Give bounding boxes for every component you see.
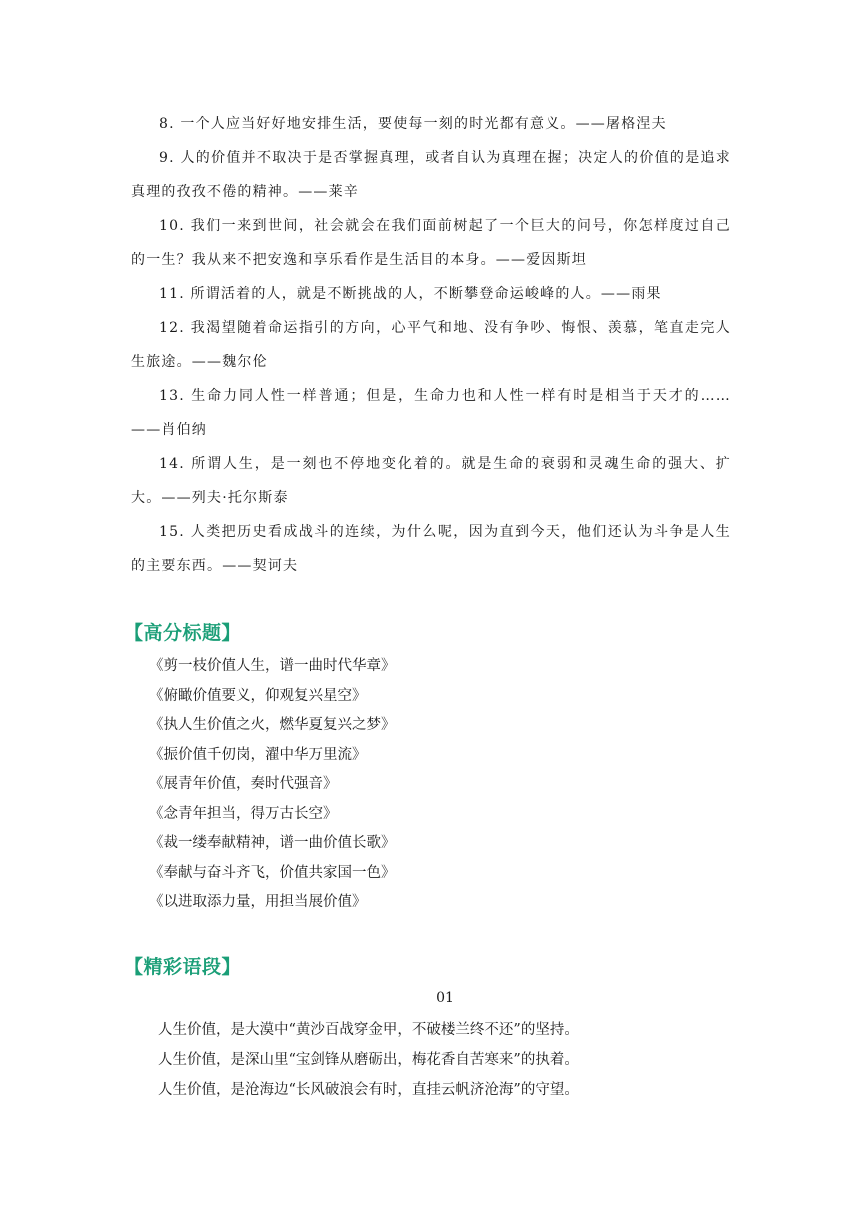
title-item: 《俯瞰价值要义，仰观复兴星空》: [149, 687, 367, 704]
quote-item: 11. 所谓活着的人，就是不断挑战的人，不断攀登命运峻峰的人。——雨果: [159, 286, 662, 302]
quote-item: 14. 所谓人生，是一刻也不停地变化着的。就是生命的衰弱和灵魂生命的强大、扩大。——列夫·托尔斯泰: [131, 456, 731, 506]
quote-item: 15. 人类把历史看成战斗的连续，为什么呢，因为直到今天，他们还认为斗争是人生的主要东西。——契诃夫: [131, 524, 731, 574]
title-item: 《奉献与奋斗齐飞，价值共家国一色》: [149, 864, 396, 881]
title-item: 《执人生价值之火，燃华夏复兴之梦》: [149, 717, 396, 733]
title-item: 《剪一枝价值人生，谱一曲时代华章》: [149, 658, 396, 674]
quote-list: [131, 107, 731, 583]
titles-section-heading: 【高分标题】: [124, 622, 242, 644]
title-item: 《振价值千仞岗，濯中华万里流》: [149, 746, 367, 763]
title-list: [149, 652, 729, 918]
quote-item: 10. 我们一来到世间，社会就会在我们面前树起了一个巨大的问号，你怎样度过自己的一生？我从来不把安逸和享乐看作是生活目的本身。——爱因斯坦: [131, 218, 731, 268]
title-item: 《展青年价值，奏时代强音》: [149, 776, 338, 792]
quote-item: 9. 人的价值并不取决于是否掌握真理，或者自认为真理在握；决定人的价值的是追求真理的孜孜不倦的精神。——莱辛: [131, 150, 731, 200]
quote-item: 12. 我渴望随着命运指引的方向，心平气和地、没有争吵、悔恨、羡慕，笔直走完人生旅途。——魏尔伦: [131, 320, 731, 370]
quote-item: 8. 一个人应当好好地安排生活，要使每一刻的时光都有意义。——屠格涅夫: [159, 116, 667, 132]
quote-item: 13. 生命力同人性一样普通；但是，生命力也和人性一样有时是相当于天才的……——肖伯纳: [131, 388, 731, 438]
paragraph-line: 人生价值，是深山里“宝剑锋从磨砺出，梅花香自苦寒来”的执着。: [158, 1052, 579, 1068]
paragraph-list: [158, 1015, 738, 1105]
title-item: 《以进取添力量，用担当展价值》: [149, 894, 367, 910]
paragraph-line: 人生价值，是沧海边“长风破浪会有时，直挂云帆济沧海”的守望。: [158, 1082, 579, 1098]
paragraph-line: 人生价值，是大漠中“黄沙百战穿金甲，不破楼兰终不还”的坚持。: [158, 1022, 579, 1038]
paragraphs-section-heading: 【精彩语段】: [124, 956, 242, 978]
title-item: 《念青年担当，得万古长空》: [149, 805, 338, 822]
title-item: 《裁一缕奉献精神，谱一曲价值长歌》: [149, 835, 396, 851]
paragraph-number: 01: [436, 990, 454, 1006]
